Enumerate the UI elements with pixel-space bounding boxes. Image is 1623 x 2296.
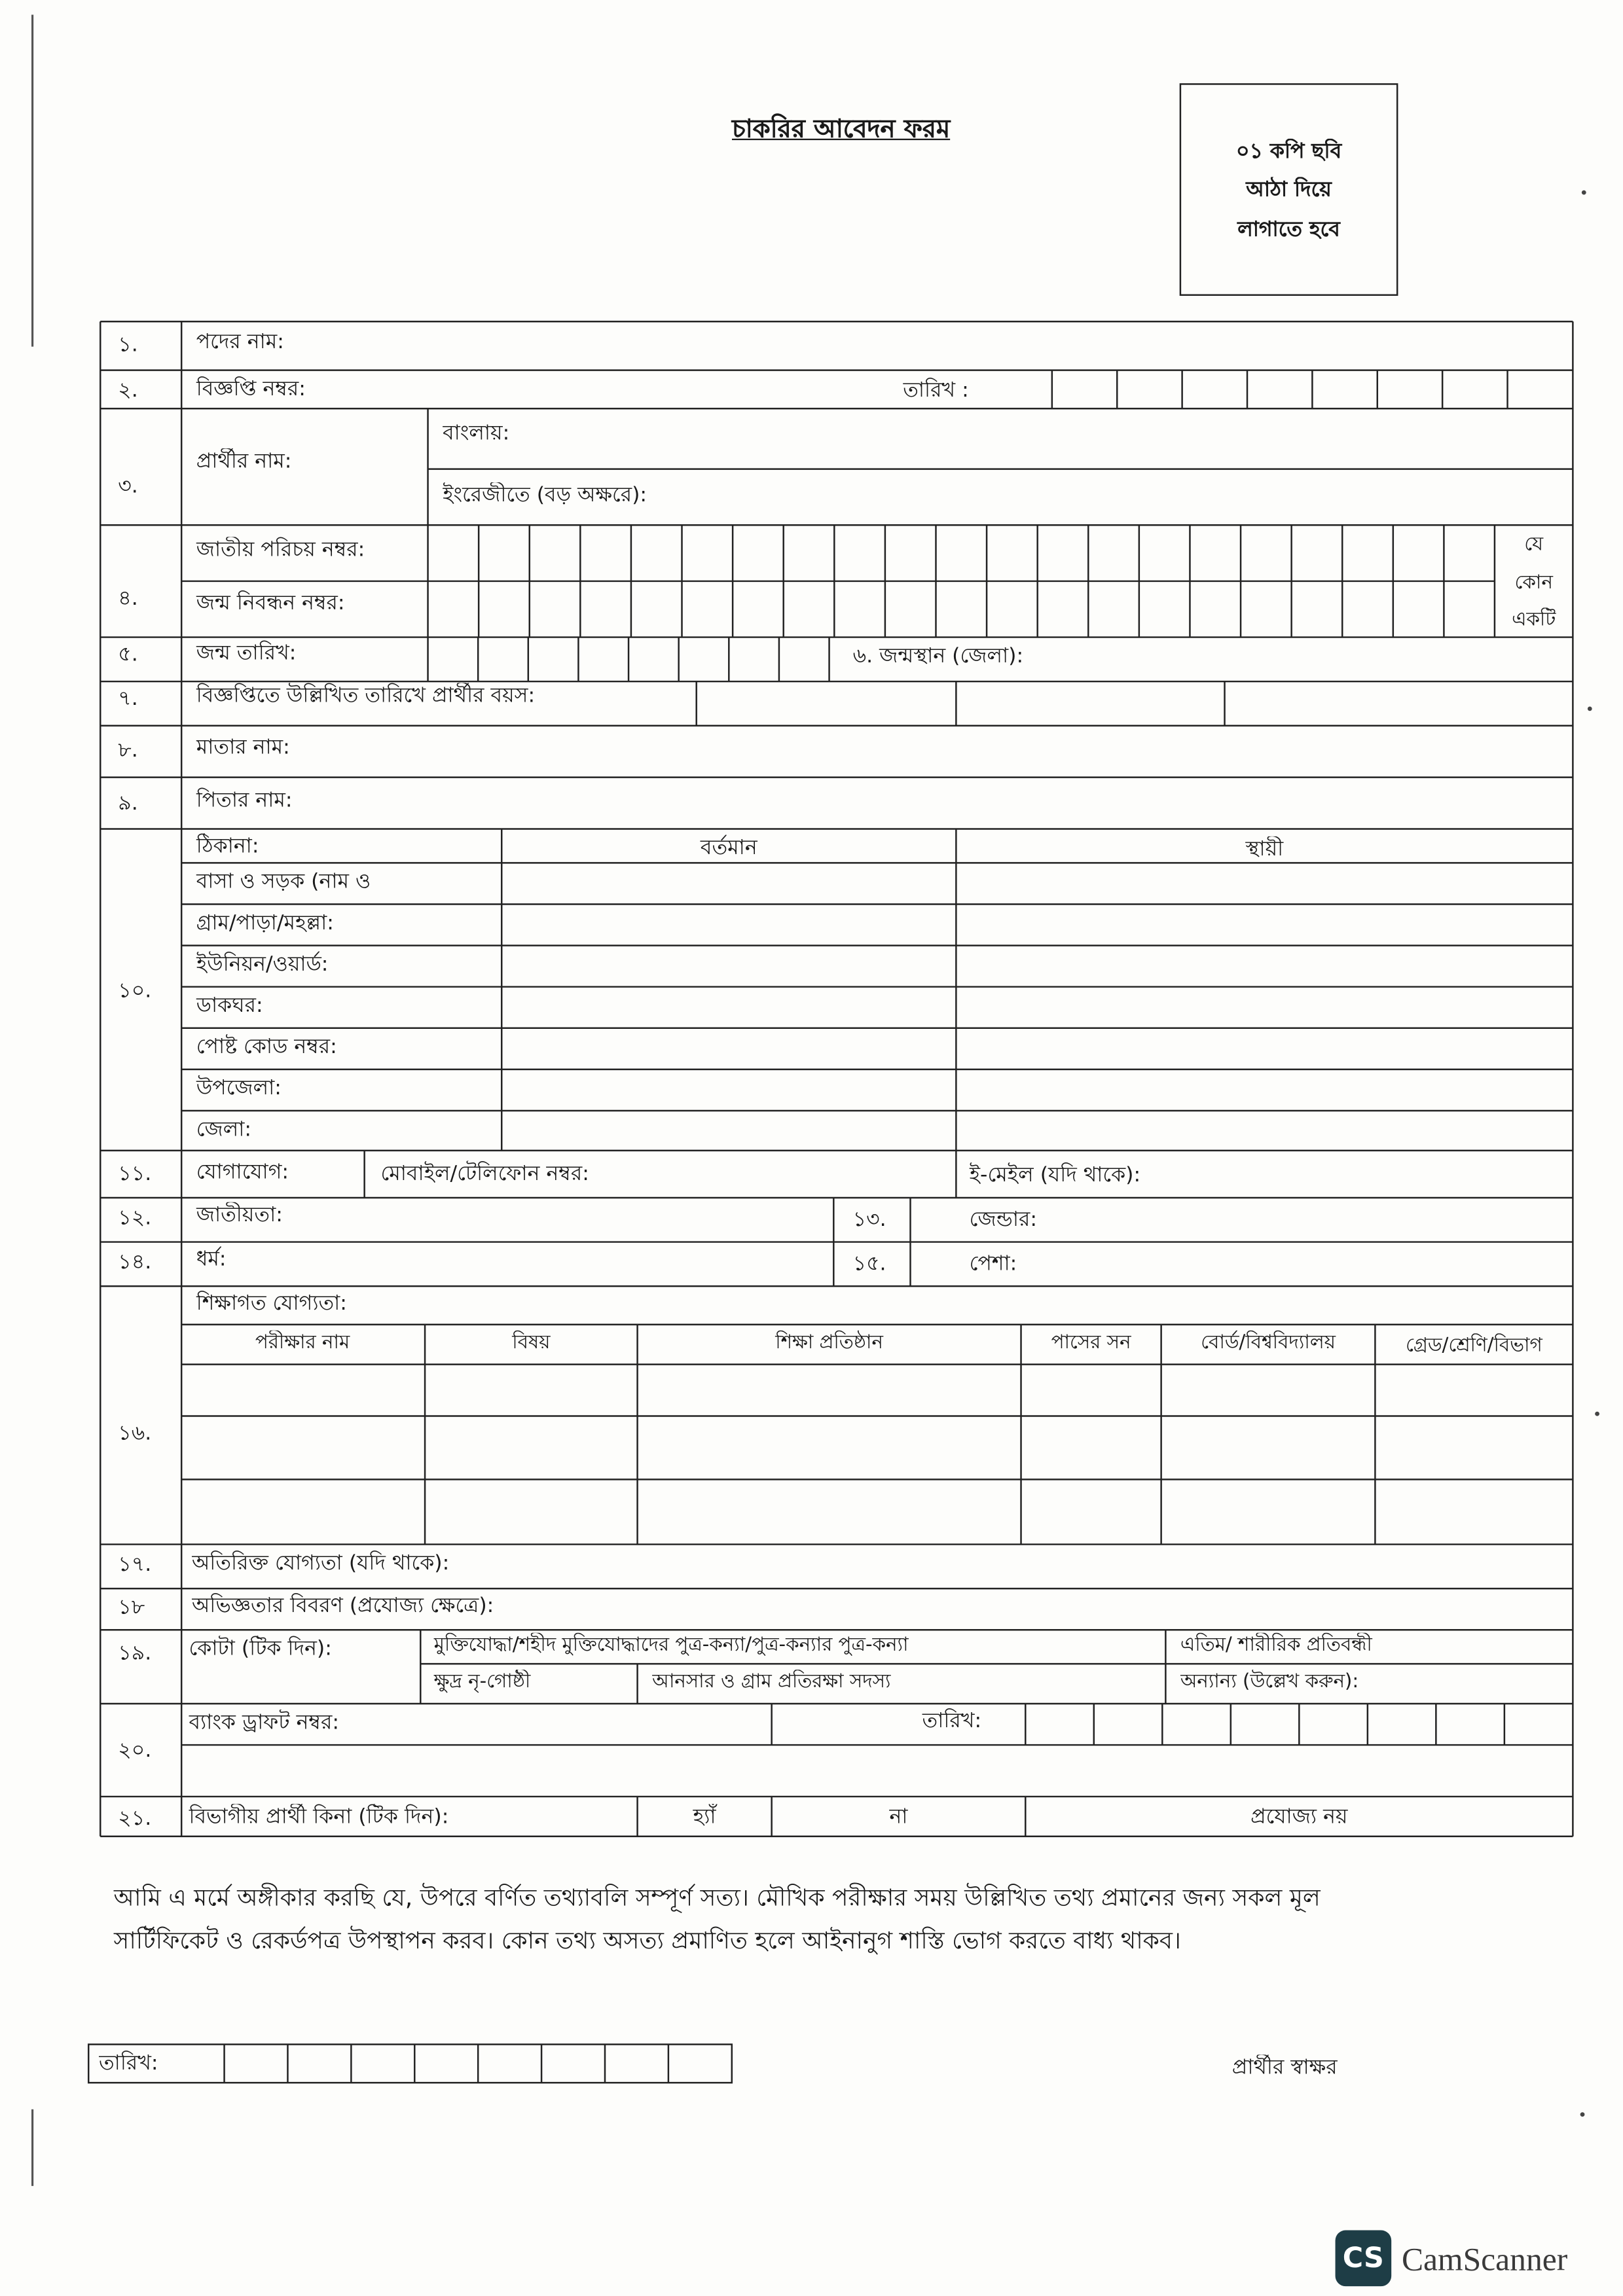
email-label: ই-মেইল (যদি থাকে):	[969, 1164, 1141, 1188]
signature-label: প্রার্থীর স্বাক্ষর	[1231, 2056, 1338, 2080]
age-label: বিজ্ঞপ্তিতে উল্লিখিত তারিখে প্রার্থীর বয়স:	[196, 684, 536, 708]
row-number: ১১.	[118, 1162, 152, 1186]
education-label: শিক্ষাগত যোগ্যতা:	[196, 1292, 347, 1316]
address-field-label: পোষ্ট কোড নম্বর:	[196, 1035, 337, 1060]
father-name-label: পিতার নাম:	[196, 789, 293, 813]
post-name-label: পদের নাম:	[196, 330, 284, 354]
any-one-note: কোন	[1514, 572, 1553, 595]
photo-instruction-line: ০১ কপি ছবি	[1235, 140, 1342, 164]
row-number: ১.	[118, 333, 138, 357]
phone-label: মোবাইল/টেলিফোন নম্বর:	[380, 1162, 589, 1186]
departmental-option-no: না	[889, 1805, 908, 1829]
row-number: ৫.	[118, 643, 138, 667]
bank-draft-label: ব্যাংক ড্রাফট নম্বর:	[189, 1711, 339, 1735]
circular-date-label: তারিখ :	[903, 379, 969, 403]
address-field-label: জেলা:	[196, 1118, 252, 1142]
quota-option: ক্ষুদ্র নৃ-গোষ্ঠী	[433, 1671, 531, 1694]
education-column-header: গ্রেড/শ্রেণি/বিভাগ	[1406, 1335, 1542, 1357]
quota-option: অন্যান্য (উল্লেখ করুন):	[1180, 1671, 1359, 1694]
row-number: ১৫.	[852, 1252, 886, 1276]
extra-qualification-label: অতিরিক্ত যোগ্যতা (যদি থাকে):	[191, 1551, 450, 1575]
quota-option: এতিম/ শারীরিক প্রতিবন্ধী	[1180, 1634, 1372, 1657]
scan-speck	[1580, 2112, 1585, 2117]
applicant-name-label: প্রার্থীর নাম:	[196, 450, 292, 474]
camscanner-brand: CamScanner	[1401, 2240, 1568, 2278]
contact-label: যোগাযোগ:	[196, 1160, 289, 1185]
birth-registration-label: জন্ম নিবন্ধন নম্বর:	[196, 591, 345, 615]
address-field-label: গ্রাম/পাড়া/মহল্লা:	[196, 911, 334, 935]
any-one-note: একটি	[1512, 609, 1556, 632]
footer-date-label: তারিখ:	[98, 2051, 158, 2075]
row-number: ১০.	[118, 979, 152, 1003]
any-one-note: যে	[1524, 533, 1544, 556]
education-column-header: পরীক্ষার নাম	[255, 1332, 350, 1354]
religion-label: ধর্ম:	[196, 1247, 227, 1272]
birth-date-label: জন্ম তারিখ:	[196, 641, 297, 666]
quota-option: মুক্তিযোদ্ধা/শহীদ মুক্তিযোদ্ধাদের পুত্র-কন্যা/পুত্র-কন্যার পুত্র-কন্যা	[433, 1634, 909, 1657]
address-header: ঠিকানা:	[196, 834, 259, 859]
declaration-line: আমি এ মর্মে অঙ্গীকার করছি যে, উপরে বর্ণিত তথ্যাবলি সম্পূর্ণ সত্য। মৌখিক পরীক্ষার সময় উল্লিখিত তথ্য প্রমানের জন্য সকল মূল	[113, 1883, 1321, 1912]
row-number: ১৪.	[118, 1251, 152, 1275]
mother-name-label: মাতার নাম:	[196, 736, 290, 760]
row-number: ১৮	[118, 1596, 145, 1620]
departmental-option-na: প্রযোজ্য নয়	[1250, 1805, 1348, 1829]
quota-label: কোটা (টিক দিন):	[189, 1637, 332, 1661]
row-number: ১৯.	[118, 1641, 152, 1666]
education-column-header: পাসের সন	[1051, 1332, 1131, 1354]
bank-draft-date-label: তারিখ:	[922, 1709, 982, 1734]
address-field-label: ইউনিয়ন/ওয়ার্ড:	[196, 952, 329, 977]
row-number: ১৭.	[118, 1553, 152, 1577]
row-number: ৯.	[118, 792, 138, 816]
row-number: ১৩.	[852, 1208, 886, 1232]
quota-option: আনসার ও গ্রাম প্রতিরক্ষা সদস্য	[652, 1671, 891, 1694]
education-column-header: বোর্ড/বিশ্ববিদ্যালয়	[1201, 1332, 1336, 1354]
row-number: ১২.	[118, 1206, 152, 1230]
experience-label: অভিজ্ঞতার বিবরণ (প্রযোজ্য ক্ষেত্রে):	[191, 1594, 494, 1619]
row-number: ২.	[118, 379, 138, 403]
birth-place-label: ৬. জন্মস্থান (জেলা):	[852, 644, 1024, 668]
nid-label: জাতীয় পরিচয় নম্বর:	[196, 538, 365, 562]
nationality-label: জাতীয়তা:	[196, 1203, 283, 1228]
scan-speck	[1588, 706, 1592, 711]
permanent-address-header: স্থায়ী	[1245, 838, 1284, 862]
declaration-line: সার্টিফিকেট ও রেকর্ডপত্র উপস্থাপন করব। কোন তথ্য অসত্য প্রমাণিত হলে আইনানুগ শাস্তি ভোগ করতে বাধ্য থাকব।	[113, 1926, 1181, 1955]
row-number: ৩.	[118, 475, 138, 499]
address-field-label: উপজেলা:	[196, 1077, 282, 1101]
photo-instruction-line: আঠা দিয়ে	[1246, 178, 1332, 202]
photo-instruction-line: লাগাতে হবে	[1237, 218, 1340, 242]
address-field-label: ডাকঘর:	[196, 994, 263, 1018]
name-english-label: ইংরেজীতে (বড় অক্ষরে):	[443, 484, 647, 508]
row-number: ৮.	[118, 739, 138, 763]
address-field-label: বাসা ও সড়ক (নাম ও	[196, 870, 371, 894]
row-number: ৪.	[118, 586, 138, 611]
row-number: ২১.	[118, 1806, 152, 1831]
form-title: চাকরির আবেদন ফরম	[731, 115, 951, 145]
gender-label: জেন্ডার:	[969, 1208, 1038, 1232]
camscanner-logo-icon: CS	[1336, 2231, 1392, 2287]
education-column-header: শিক্ষা প্রতিষ্ঠান	[775, 1332, 883, 1354]
row-number: ২০.	[118, 1739, 152, 1763]
occupation-label: পেশা:	[969, 1252, 1017, 1276]
departmental-label: বিভাগীয় প্রার্থী কিনা (টিক দিন):	[189, 1805, 449, 1829]
present-address-header: বর্তমান	[700, 836, 757, 860]
education-column-header: বিষয়	[512, 1332, 551, 1354]
departmental-option-yes: হ্যাঁ	[693, 1805, 716, 1829]
row-number: ১৬.	[118, 1422, 152, 1446]
scan-speck	[1595, 1412, 1599, 1416]
scan-speck	[1582, 190, 1586, 195]
row-number: ৭.	[118, 687, 138, 711]
name-bangla-label: বাংলায়:	[443, 422, 510, 446]
circular-number-label: বিজ্ঞপ্তি নম্বর:	[196, 377, 306, 401]
